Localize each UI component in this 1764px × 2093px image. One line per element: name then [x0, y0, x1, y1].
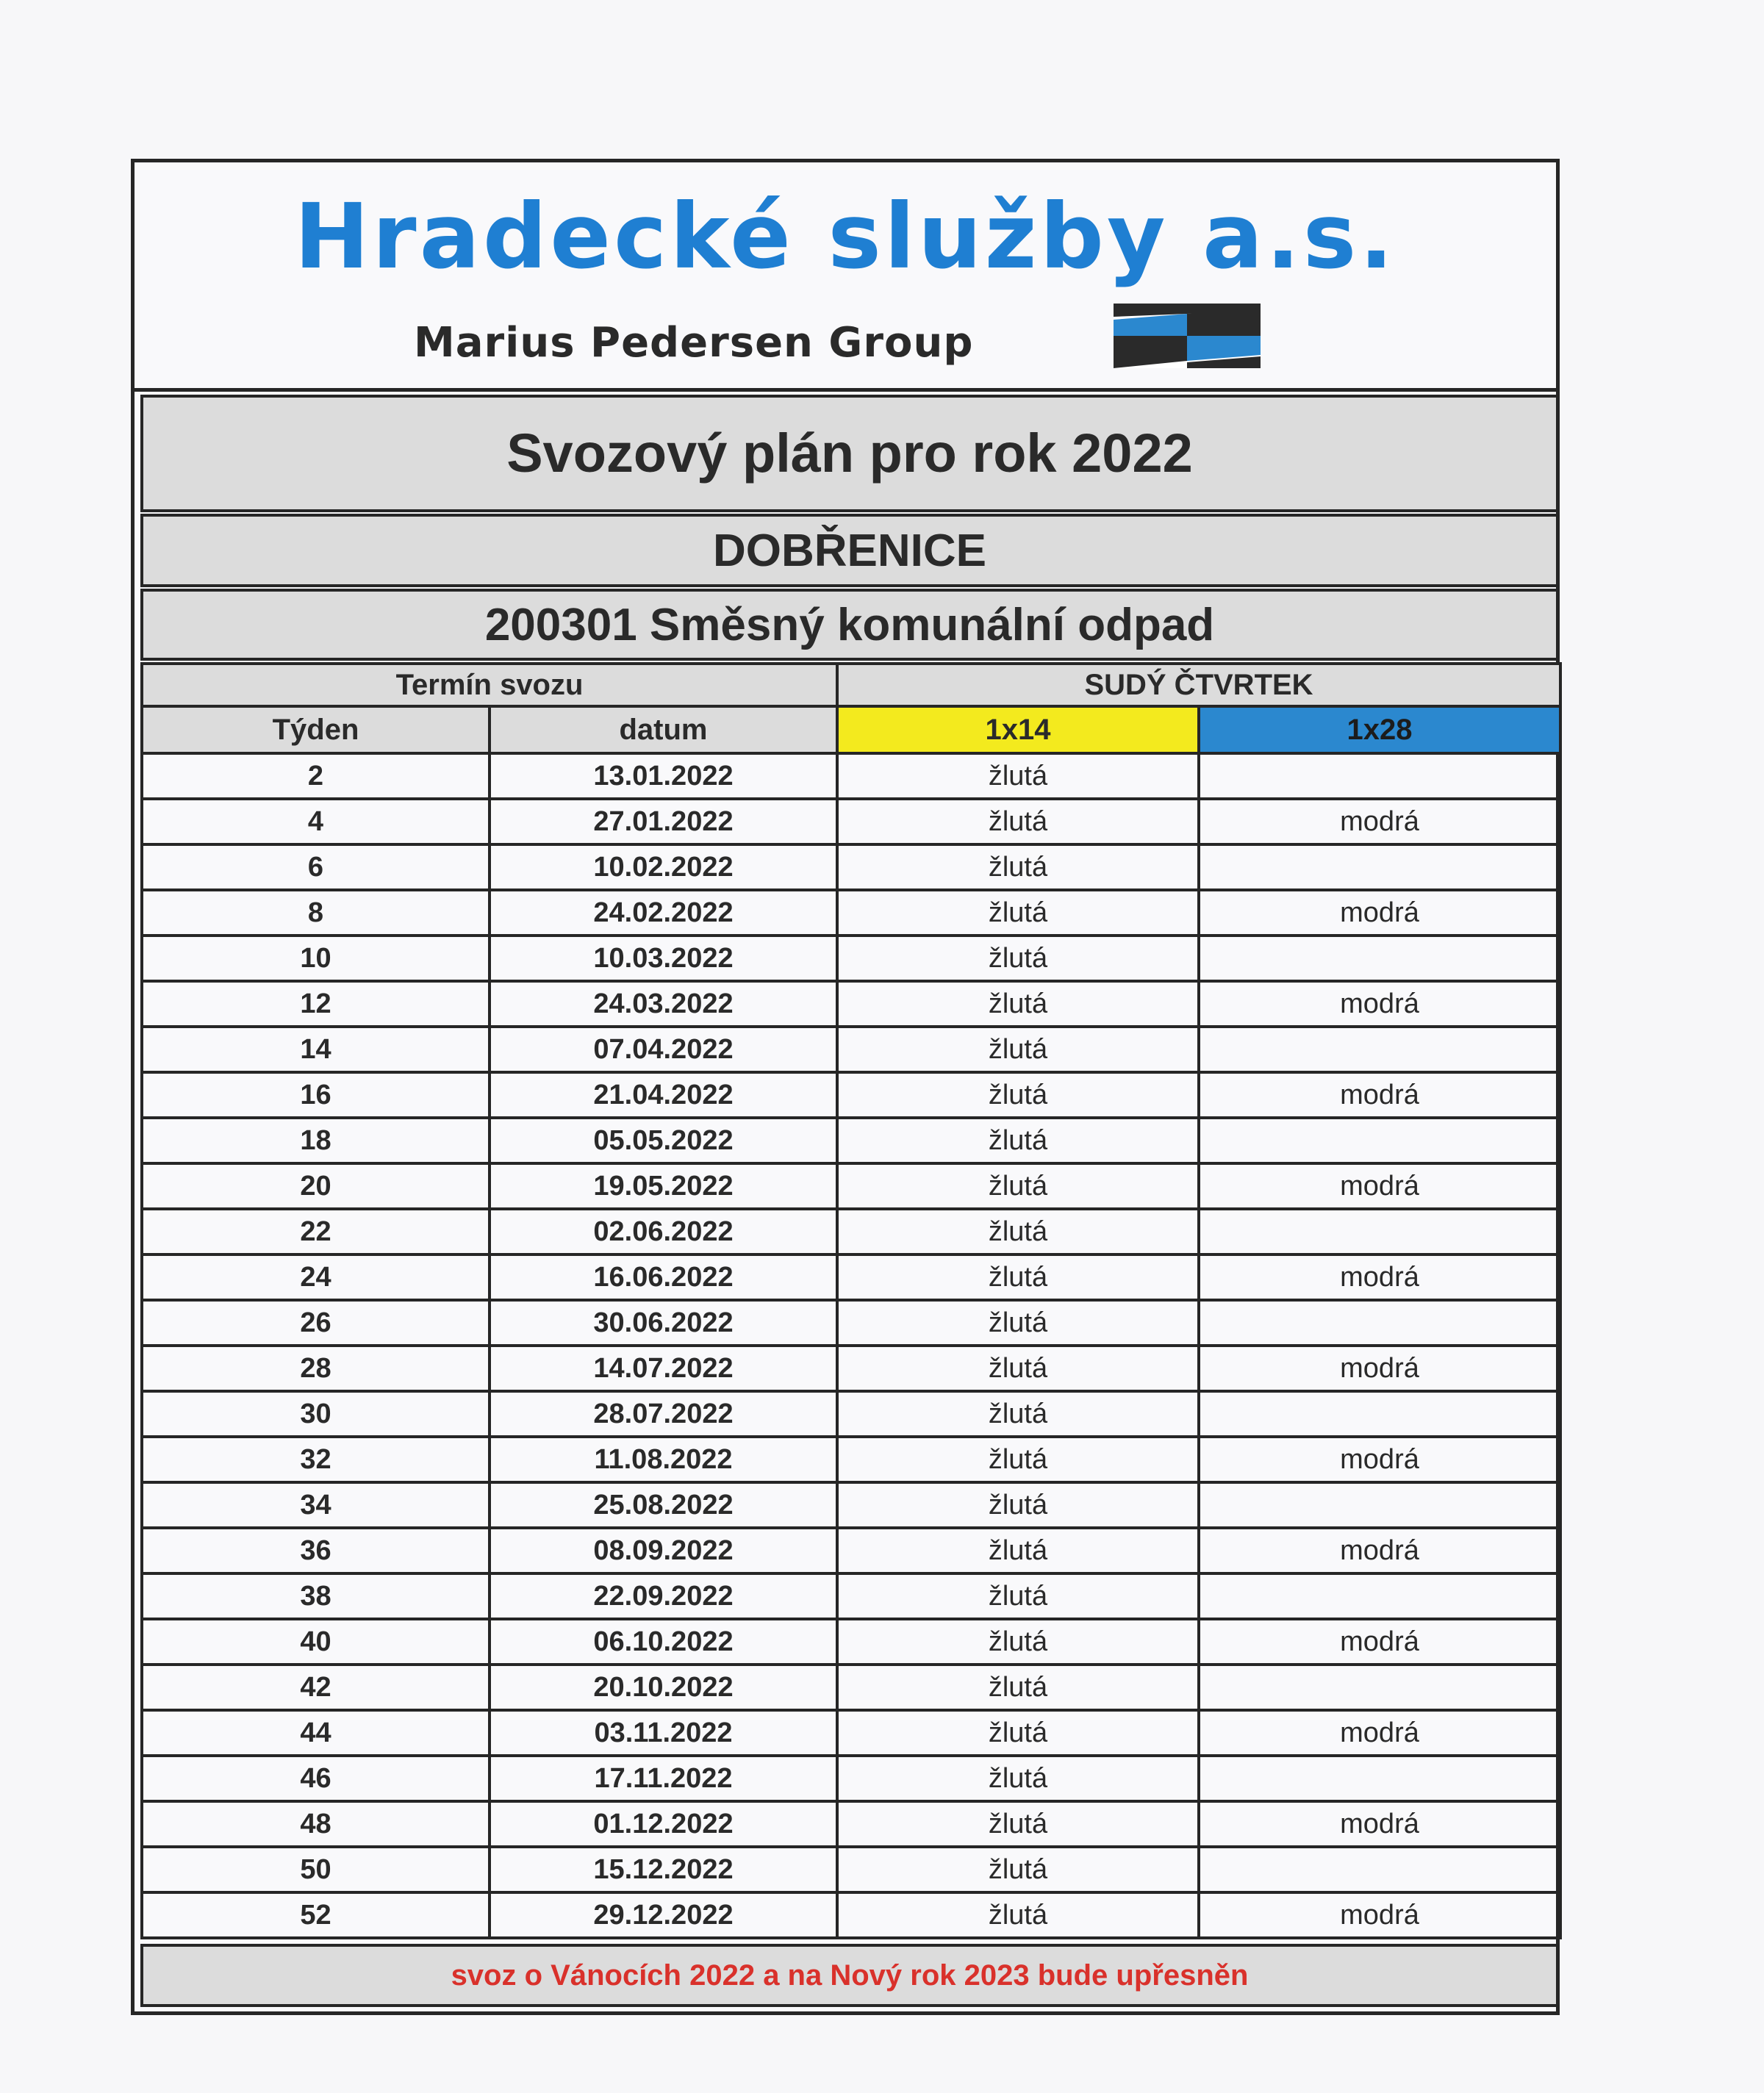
table-row: [142, 981, 1560, 1027]
week-cell: 12: [142, 981, 490, 1027]
pickup-1x14-cell: žlutá: [837, 1346, 1199, 1391]
table-row: [142, 799, 1560, 844]
table-row: [142, 890, 1560, 936]
pickup-1x28-cell: modrá: [1199, 1710, 1560, 1756]
week-cell: 50: [142, 1847, 490, 1892]
table-row: [142, 1072, 1560, 1118]
table-row: [142, 1482, 1560, 1528]
group-header-collection-date: Termín svozu: [142, 664, 837, 706]
date-cell: 24.03.2022: [490, 981, 837, 1027]
week-cell: 6: [142, 844, 490, 890]
pickup-1x28-cell: [1199, 936, 1560, 981]
pickup-1x28-cell: [1199, 1847, 1560, 1892]
week-cell: 22: [142, 1209, 490, 1254]
table-row: [142, 753, 1560, 799]
pickup-1x28-cell: modrá: [1199, 890, 1560, 936]
pickup-1x28-cell: modrá: [1199, 1619, 1560, 1665]
table-row: [142, 1756, 1560, 1801]
pickup-1x28-cell: modrá: [1199, 1892, 1560, 1938]
date-cell: 13.01.2022: [490, 753, 837, 799]
pickup-1x28-cell: [1199, 1300, 1560, 1346]
week-cell: 14: [142, 1027, 490, 1072]
date-cell: 05.05.2022: [490, 1118, 837, 1163]
table-row: [142, 1528, 1560, 1573]
date-cell: 29.12.2022: [490, 1892, 837, 1938]
date-cell: 19.05.2022: [490, 1163, 837, 1209]
date-cell: 08.09.2022: [490, 1528, 837, 1573]
table-row: [142, 1163, 1560, 1209]
table-row: [142, 1710, 1560, 1756]
table-row: [142, 1437, 1560, 1482]
date-cell: 27.01.2022: [490, 799, 837, 844]
table-row: [142, 1665, 1560, 1710]
group-name: Marius Pedersen Group: [414, 319, 974, 367]
pickup-1x28-cell: [1199, 1118, 1560, 1163]
pickup-1x14-cell: žlutá: [837, 1437, 1199, 1482]
pickup-1x14-cell: žlutá: [837, 1163, 1199, 1209]
pickup-1x28-cell: [1199, 753, 1560, 799]
date-cell: 21.04.2022: [490, 1072, 837, 1118]
table-row: [142, 1254, 1560, 1300]
pickup-1x14-cell: žlutá: [837, 1027, 1199, 1072]
pickup-1x14-cell: žlutá: [837, 799, 1199, 844]
company-name: Hradecké služby a.s.: [294, 184, 1396, 289]
column-header-week: Týden: [142, 706, 490, 753]
pickup-1x28-cell: modrá: [1199, 981, 1560, 1027]
date-cell: 01.12.2022: [490, 1801, 837, 1847]
column-header-1x14: 1x14: [837, 706, 1199, 753]
week-cell: 10: [142, 936, 490, 981]
pickup-1x14-cell: žlutá: [837, 1573, 1199, 1619]
column-header-1x28: 1x28: [1199, 706, 1560, 753]
group-header-day: SUDÝ ČTVRTEK: [837, 664, 1560, 706]
group-header-row: [142, 664, 1560, 706]
pickup-1x14-cell: žlutá: [837, 1391, 1199, 1437]
date-cell: 07.04.2022: [490, 1027, 837, 1072]
pickup-1x14-cell: žlutá: [837, 1801, 1199, 1847]
pickup-1x28-cell: modrá: [1199, 1528, 1560, 1573]
date-cell: 10.02.2022: [490, 844, 837, 890]
table-row: [142, 1801, 1560, 1847]
week-cell: 36: [142, 1528, 490, 1573]
week-cell: 32: [142, 1437, 490, 1482]
week-cell: 2: [142, 753, 490, 799]
date-cell: 30.06.2022: [490, 1300, 837, 1346]
week-cell: 16: [142, 1072, 490, 1118]
pickup-1x14-cell: žlutá: [837, 844, 1199, 890]
date-cell: 28.07.2022: [490, 1391, 837, 1437]
pickup-1x14-cell: žlutá: [837, 1209, 1199, 1254]
week-cell: 38: [142, 1573, 490, 1619]
week-cell: 26: [142, 1300, 490, 1346]
pickup-1x14-cell: žlutá: [837, 1665, 1199, 1710]
pickup-1x28-cell: [1199, 844, 1560, 890]
plan-title: Svozový plán pro rok 2022: [140, 395, 1559, 512]
column-header-date: datum: [490, 706, 837, 753]
footer-note: svoz o Vánocích 2022 a na Nový rok 2023 bude upřesněn: [140, 1944, 1559, 2007]
date-cell: 22.09.2022: [490, 1573, 837, 1619]
pickup-1x14-cell: žlutá: [837, 981, 1199, 1027]
table-row: [142, 1573, 1560, 1619]
column-header-row: [142, 706, 1560, 753]
week-cell: 4: [142, 799, 490, 844]
week-cell: 44: [142, 1710, 490, 1756]
pickup-1x14-cell: žlutá: [837, 890, 1199, 936]
table-row: [142, 1391, 1560, 1437]
week-cell: 18: [142, 1118, 490, 1163]
table-row: [142, 1118, 1560, 1163]
date-cell: 02.06.2022: [490, 1209, 837, 1254]
pickup-1x28-cell: modrá: [1199, 1346, 1560, 1391]
pickup-1x28-cell: modrá: [1199, 1801, 1560, 1847]
pickup-1x14-cell: žlutá: [837, 1482, 1199, 1528]
pickup-1x28-cell: modrá: [1199, 1437, 1560, 1482]
table-row: [142, 936, 1560, 981]
week-cell: 8: [142, 890, 490, 936]
table-row: [142, 1892, 1560, 1938]
date-cell: 25.08.2022: [490, 1482, 837, 1528]
week-cell: 30: [142, 1391, 490, 1437]
date-cell: 20.10.2022: [490, 1665, 837, 1710]
pickup-1x28-cell: [1199, 1665, 1560, 1710]
date-cell: 15.12.2022: [490, 1847, 837, 1892]
pickup-1x14-cell: žlutá: [837, 936, 1199, 981]
pickup-1x28-cell: [1199, 1209, 1560, 1254]
pickup-1x28-cell: modrá: [1199, 1163, 1560, 1209]
date-cell: 11.08.2022: [490, 1437, 837, 1482]
company-header: [135, 162, 1556, 392]
pickup-1x28-cell: [1199, 1391, 1560, 1437]
week-cell: 28: [142, 1346, 490, 1391]
week-cell: 34: [142, 1482, 490, 1528]
week-cell: 46: [142, 1756, 490, 1801]
date-cell: 14.07.2022: [490, 1346, 837, 1391]
week-cell: 20: [142, 1163, 490, 1209]
location-name: DOBŘENICE: [140, 514, 1559, 587]
table-row: [142, 1619, 1560, 1665]
pickup-1x28-cell: modrá: [1199, 1254, 1560, 1300]
date-cell: 10.03.2022: [490, 936, 837, 981]
pickup-1x28-cell: [1199, 1027, 1560, 1072]
table-row: [142, 1300, 1560, 1346]
pickup-1x28-cell: modrá: [1199, 1072, 1560, 1118]
waste-type: 200301 Směsný komunální odpad: [140, 589, 1559, 661]
pickup-1x14-cell: žlutá: [837, 1300, 1199, 1346]
date-cell: 03.11.2022: [490, 1710, 837, 1756]
schedule-table: [140, 662, 1562, 1939]
date-cell: 06.10.2022: [490, 1619, 837, 1665]
pickup-1x28-cell: modrá: [1199, 799, 1560, 844]
pickup-1x14-cell: žlutá: [837, 1528, 1199, 1573]
date-cell: 24.02.2022: [490, 890, 837, 936]
table-row: [142, 844, 1560, 890]
table-row: [142, 1346, 1560, 1391]
table-row: [142, 1847, 1560, 1892]
week-cell: 40: [142, 1619, 490, 1665]
pickup-1x14-cell: žlutá: [837, 1118, 1199, 1163]
week-cell: 52: [142, 1892, 490, 1938]
table-row: [142, 1209, 1560, 1254]
pickup-1x14-cell: žlutá: [837, 1710, 1199, 1756]
pickup-1x14-cell: žlutá: [837, 753, 1199, 799]
date-cell: 17.11.2022: [490, 1756, 837, 1801]
week-cell: 24: [142, 1254, 490, 1300]
schedule-sheet: [131, 159, 1560, 2015]
week-cell: 48: [142, 1801, 490, 1847]
table-row: [142, 1027, 1560, 1072]
pickup-1x14-cell: žlutá: [837, 1756, 1199, 1801]
pickup-1x28-cell: [1199, 1482, 1560, 1528]
week-cell: 42: [142, 1665, 490, 1710]
pickup-1x14-cell: žlutá: [837, 1847, 1199, 1892]
pickup-1x14-cell: žlutá: [837, 1619, 1199, 1665]
pickup-1x14-cell: žlutá: [837, 1072, 1199, 1118]
date-cell: 16.06.2022: [490, 1254, 837, 1300]
pickup-1x14-cell: žlutá: [837, 1254, 1199, 1300]
pickup-1x28-cell: [1199, 1756, 1560, 1801]
pickup-1x14-cell: žlutá: [837, 1892, 1199, 1938]
mp-logo-icon: [1114, 304, 1261, 368]
pickup-1x28-cell: [1199, 1573, 1560, 1619]
